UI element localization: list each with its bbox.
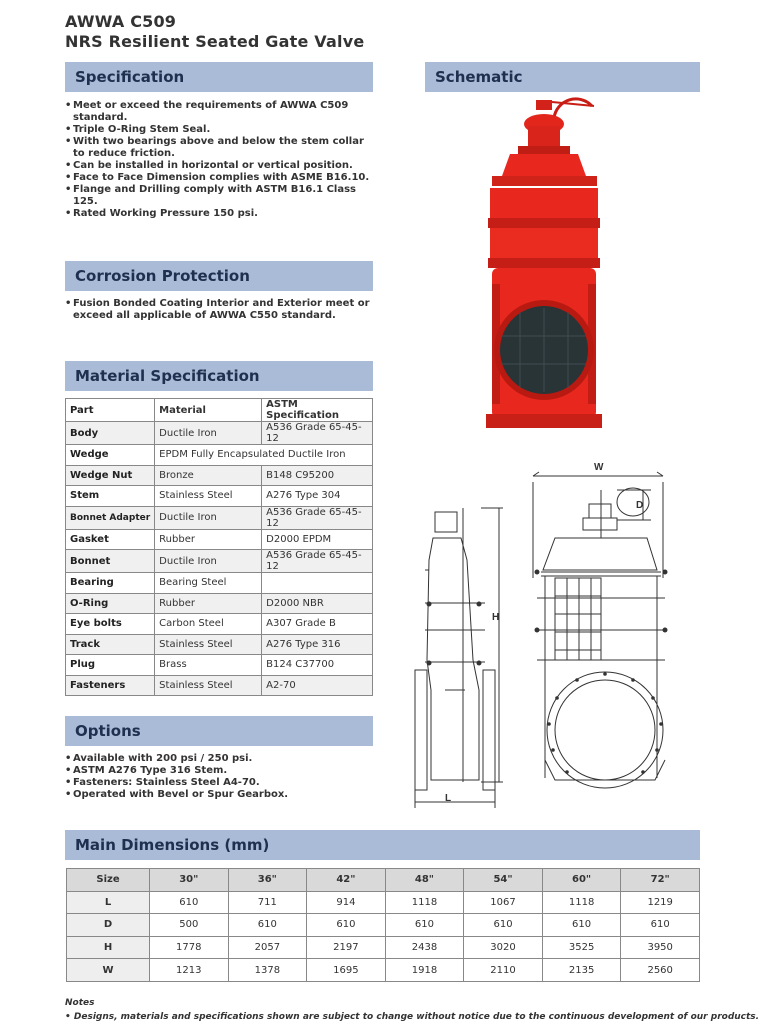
row-label: D xyxy=(67,914,150,937)
row-label: W xyxy=(67,959,150,982)
value-cell: 1213 xyxy=(150,959,229,982)
material-cell: Ductile Iron xyxy=(155,506,262,529)
spec-cell: A536 Grade 65-45-12 xyxy=(262,506,373,529)
material-header-row xyxy=(66,399,373,422)
part-cell: Body xyxy=(66,422,155,445)
value-cell: 610 xyxy=(150,891,229,914)
value-cell: 2438 xyxy=(385,936,464,959)
option-item: • Fasteners: Stainless Steel A4-70. xyxy=(65,777,375,789)
dimensions-banner: Main Dimensions (mm) xyxy=(65,830,700,860)
option-item: • ASTM A276 Type 316 Stem. xyxy=(65,765,375,777)
value-cell: 1118 xyxy=(385,891,464,914)
header-cell: Size xyxy=(67,869,150,892)
part-cell: Eye bolts xyxy=(66,614,155,635)
spec-cell: A276 Type 316 xyxy=(262,634,373,655)
part-cell: Stem xyxy=(66,486,155,507)
notes-title: Notes xyxy=(65,998,95,1008)
value-cell: 2057 xyxy=(228,936,307,959)
header-cell: 48" xyxy=(385,869,464,892)
table-row xyxy=(66,445,373,466)
material-table xyxy=(65,398,373,696)
spec-item: • Face to Face Dimension complies with ASME B16.10. xyxy=(65,172,375,184)
spec-cell: A307 Grade B xyxy=(262,614,373,635)
dimension-drawing xyxy=(405,460,705,820)
value-cell: 3525 xyxy=(542,936,621,959)
value-cell: 610 xyxy=(307,914,386,937)
title-block xyxy=(65,12,364,52)
spec-item: • Flange and Drilling comply with ASTM B16.1 Class 125. xyxy=(65,184,375,208)
material-banner: Material Specification xyxy=(65,361,373,391)
header-cell: Material xyxy=(155,399,262,422)
header-cell: 60" xyxy=(542,869,621,892)
table-row xyxy=(66,529,373,550)
header-cell: 42" xyxy=(307,869,386,892)
value-cell: 1695 xyxy=(307,959,386,982)
product-name: NRS Resilient Seated Gate Valve xyxy=(65,32,365,51)
specification-banner: Specification xyxy=(65,62,373,92)
row-label: H xyxy=(67,936,150,959)
value-cell: 610 xyxy=(621,914,700,937)
spec-item: • Triple O-Ring Stem Seal. xyxy=(65,124,375,136)
row-label: L xyxy=(67,891,150,914)
schematic-banner: Schematic xyxy=(425,62,700,92)
value-cell: 2135 xyxy=(542,959,621,982)
table-row xyxy=(66,465,373,486)
specification-list xyxy=(65,100,375,220)
label-d: D xyxy=(636,500,644,511)
part-cell: Bonnet xyxy=(66,550,155,573)
part-cell: Track xyxy=(66,634,155,655)
corrosion-item: • Fusion Bonded Coating Interior and Exterior meet or exceed all applicable of AWWA C550 standard. xyxy=(65,298,375,322)
label-w: W xyxy=(594,462,604,473)
material-cell: EPDM Fully Encapsulated Ductile Iron xyxy=(155,445,373,466)
spec-cell xyxy=(262,573,373,594)
table-row xyxy=(66,550,373,573)
material-cell: Stainless Steel xyxy=(155,486,262,507)
material-cell: Ductile Iron xyxy=(155,550,262,573)
spec-item: • With two bearings above and below the stem collar to reduce friction. xyxy=(65,136,375,160)
value-cell: 711 xyxy=(228,891,307,914)
value-cell: 500 xyxy=(150,914,229,937)
value-cell: 914 xyxy=(307,891,386,914)
table-row xyxy=(66,486,373,507)
material-cell: Bronze xyxy=(155,465,262,486)
options-banner: Options xyxy=(65,716,373,746)
table-row xyxy=(66,614,373,635)
spec-item: • Meet or exceed the requirements of AWWA C509 standard. xyxy=(65,100,375,124)
header-cell: 36" xyxy=(228,869,307,892)
value-cell: 3950 xyxy=(621,936,700,959)
spec-item: • Can be installed in horizontal or vertical position. xyxy=(65,160,375,172)
material-cell: Carbon Steel xyxy=(155,614,262,635)
header-cell: 72" xyxy=(621,869,700,892)
part-cell: O-Ring xyxy=(66,593,155,614)
table-row xyxy=(67,914,700,937)
material-cell: Brass xyxy=(155,655,262,676)
spec-cell: A536 Grade 65-45-12 xyxy=(262,550,373,573)
spec-cell: B148 C95200 xyxy=(262,465,373,486)
spec-cell: D2000 NBR xyxy=(262,593,373,614)
part-cell: Bonnet Adapter xyxy=(66,506,155,529)
spec-item: • Rated Working Pressure 150 psi. xyxy=(65,208,375,220)
spec-cell: D2000 EPDM xyxy=(262,529,373,550)
table-row xyxy=(66,655,373,676)
value-cell: 1378 xyxy=(228,959,307,982)
notes-text: • Designs, materials and specifications shown are subject to change without notice due to the continuous development of our products. xyxy=(65,1012,760,1022)
table-row xyxy=(67,959,700,982)
product-code: AWWA C509 xyxy=(65,12,177,31)
table-row xyxy=(66,506,373,529)
options-list xyxy=(65,753,375,801)
header-cell: Part xyxy=(66,399,155,422)
spec-cell: A276 Type 304 xyxy=(262,486,373,507)
spec-cell: A536 Grade 65-45-12 xyxy=(262,422,373,445)
table-row xyxy=(66,675,373,696)
material-cell: Ductile Iron xyxy=(155,422,262,445)
part-cell: Fasteners xyxy=(66,675,155,696)
part-cell: Bearing xyxy=(66,573,155,594)
table-row xyxy=(67,936,700,959)
part-cell: Wedge xyxy=(66,445,155,466)
table-row xyxy=(66,634,373,655)
value-cell: 2197 xyxy=(307,936,386,959)
value-cell: 1219 xyxy=(621,891,700,914)
spec-cell: A2-70 xyxy=(262,675,373,696)
header-cell: 30" xyxy=(150,869,229,892)
value-cell: 610 xyxy=(385,914,464,937)
value-cell: 1067 xyxy=(464,891,543,914)
material-cell: Rubber xyxy=(155,529,262,550)
dimensions-header-row xyxy=(67,869,700,892)
material-cell: Bearing Steel xyxy=(155,573,262,594)
option-item: • Available with 200 psi / 250 psi. xyxy=(65,753,375,765)
value-cell: 2560 xyxy=(621,959,700,982)
table-row xyxy=(66,573,373,594)
material-cell: Rubber xyxy=(155,593,262,614)
corrosion-list xyxy=(65,298,375,322)
header-cell: ASTM Specification xyxy=(262,399,373,422)
table-row xyxy=(66,593,373,614)
value-cell: 2110 xyxy=(464,959,543,982)
table-row xyxy=(66,422,373,445)
material-cell: Stainless Steel xyxy=(155,675,262,696)
value-cell: 1918 xyxy=(385,959,464,982)
material-cell: Stainless Steel xyxy=(155,634,262,655)
valve-illustration xyxy=(482,96,607,432)
value-cell: 610 xyxy=(542,914,621,937)
option-item: • Operated with Bevel or Spur Gearbox. xyxy=(65,789,375,801)
spec-cell: B124 C37700 xyxy=(262,655,373,676)
header-cell: 54" xyxy=(464,869,543,892)
value-cell: 1778 xyxy=(150,936,229,959)
notes xyxy=(65,998,759,1022)
value-cell: 1118 xyxy=(542,891,621,914)
corrosion-banner: Corrosion Protection xyxy=(65,261,373,291)
value-cell: 610 xyxy=(228,914,307,937)
table-row xyxy=(67,891,700,914)
dimensions-table xyxy=(66,868,700,982)
part-cell: Plug xyxy=(66,655,155,676)
value-cell: 610 xyxy=(464,914,543,937)
part-cell: Gasket xyxy=(66,529,155,550)
value-cell: 3020 xyxy=(464,936,543,959)
label-h: H xyxy=(492,612,500,623)
label-l: L xyxy=(445,793,452,804)
part-cell: Wedge Nut xyxy=(66,465,155,486)
